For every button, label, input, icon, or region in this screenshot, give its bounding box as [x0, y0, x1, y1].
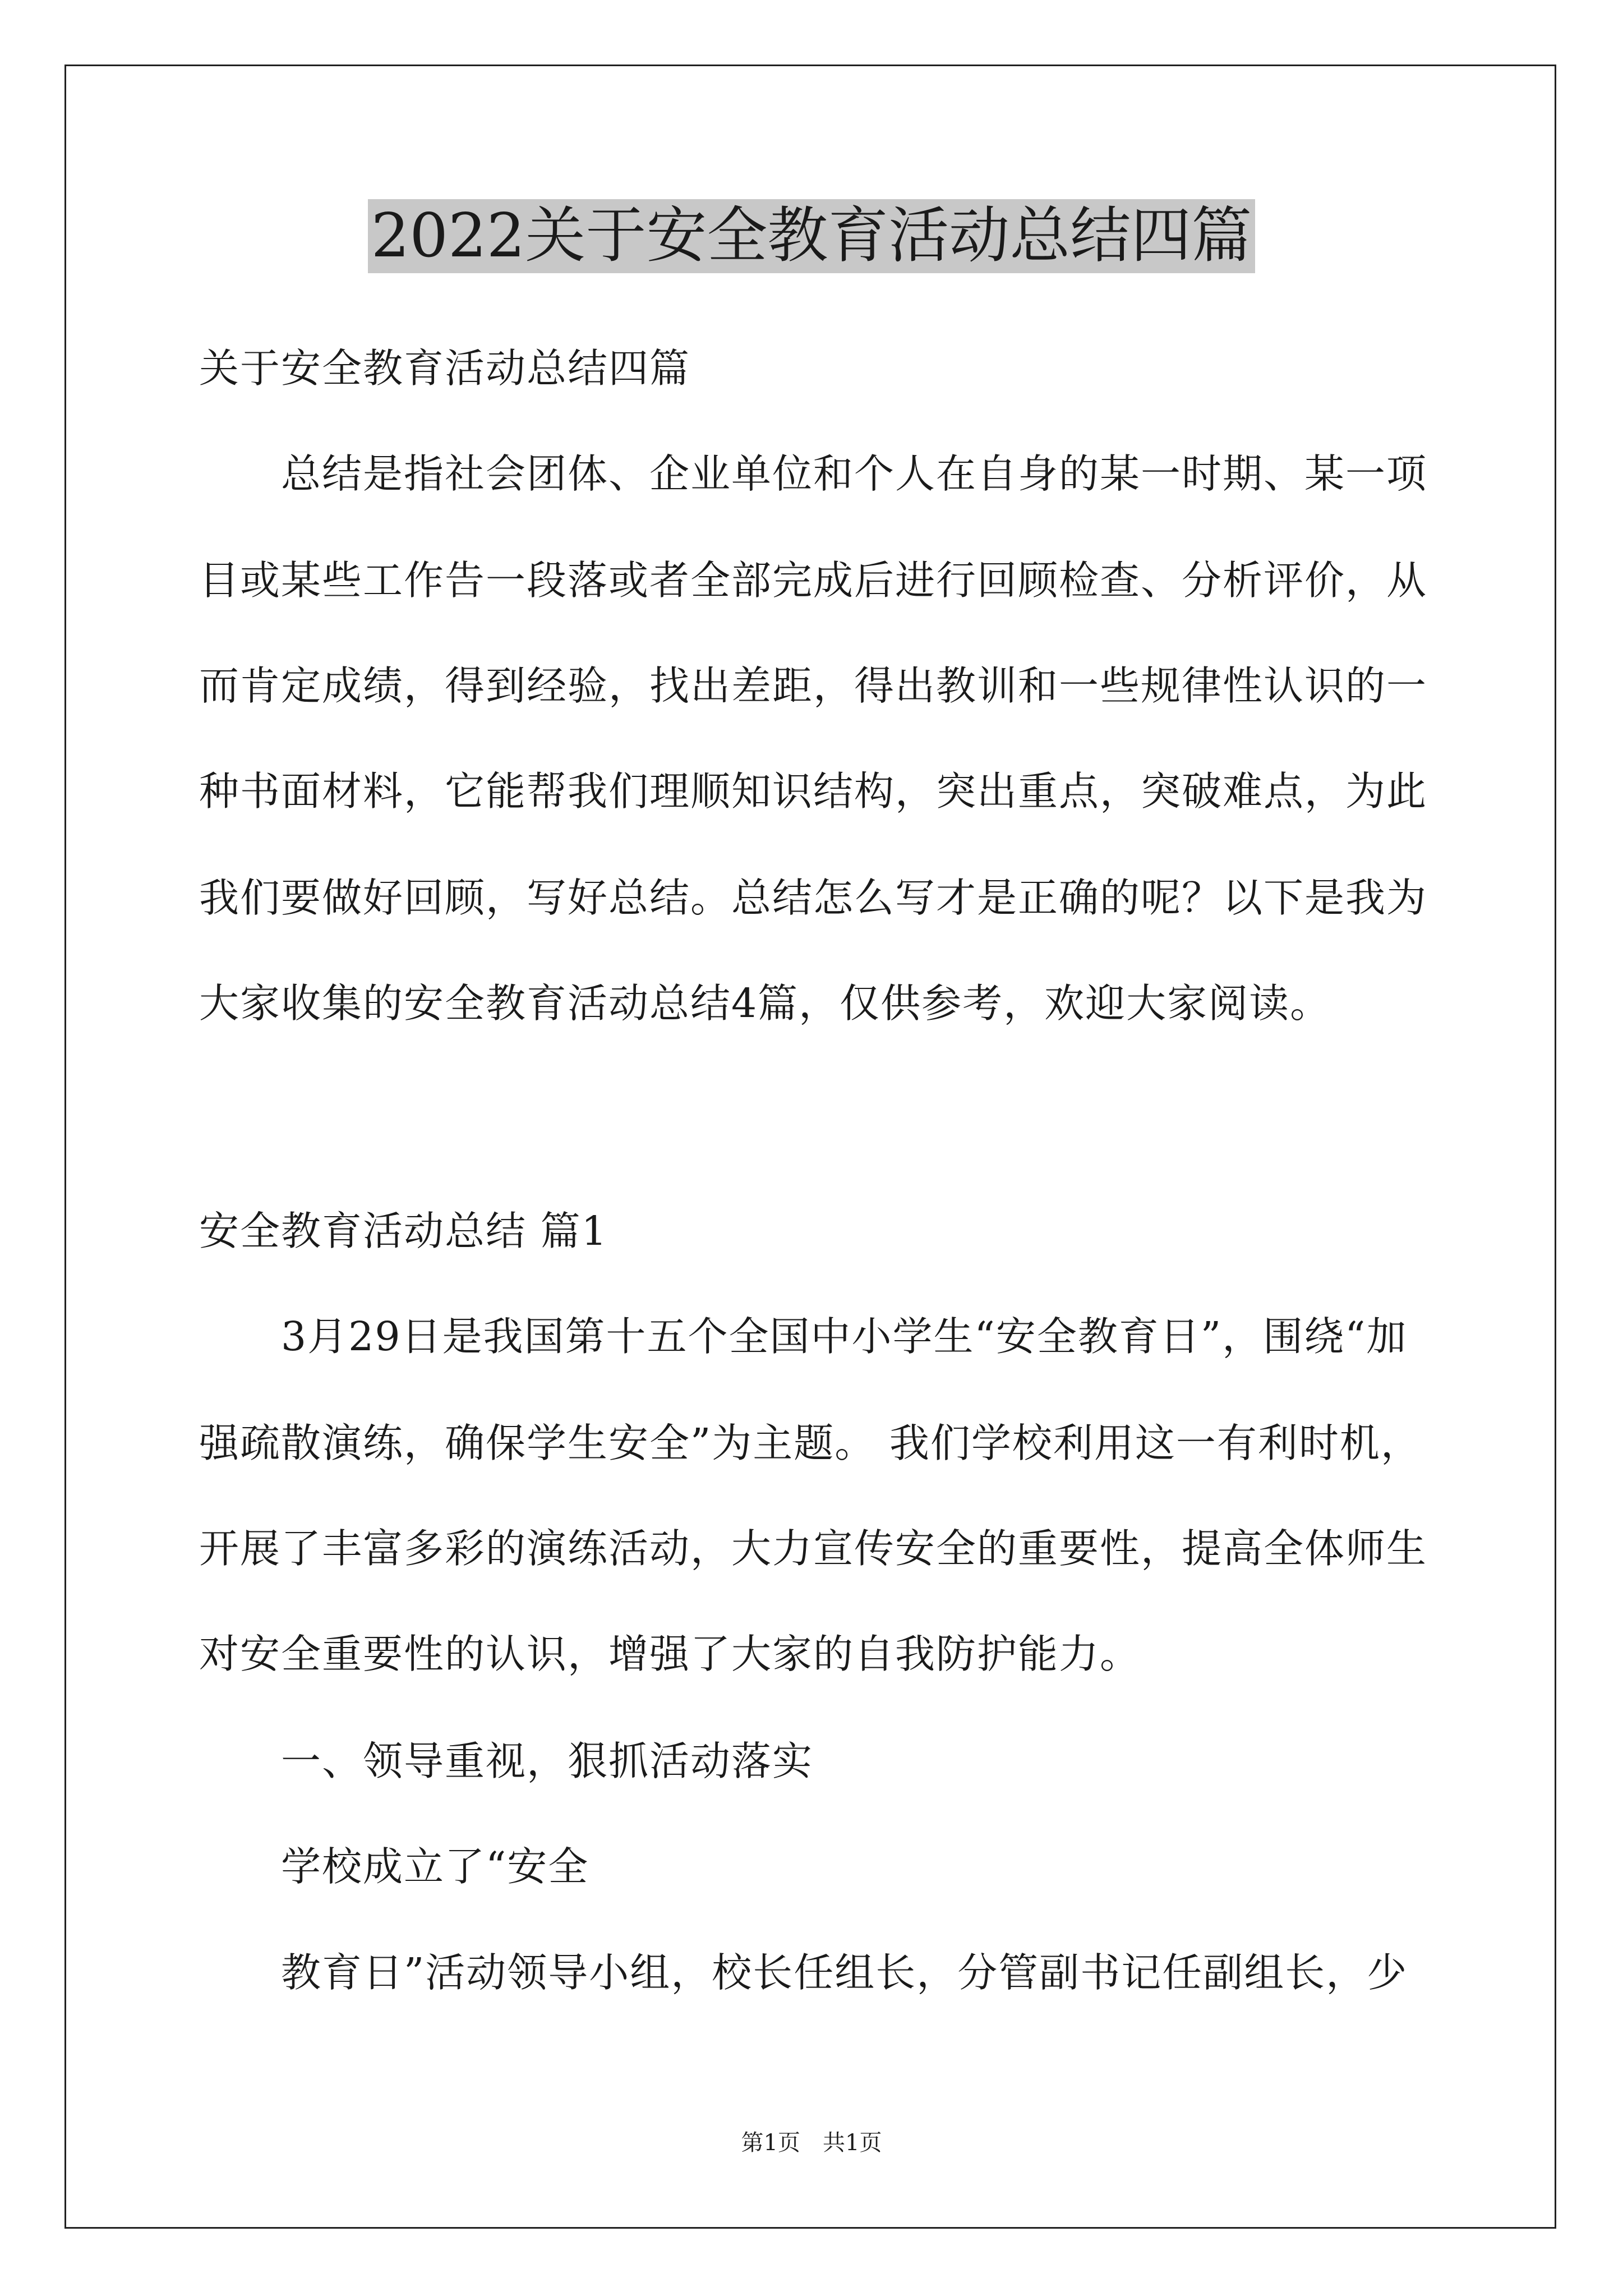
document-subtitle: 关于安全教育活动总结四篇 [199, 345, 691, 392]
point-line: 学校成立了“安全 [199, 1843, 589, 1890]
page-footer: 第1页 共1页 [741, 2130, 882, 2156]
intro-line: 种书面材料，它能帮我们理顺知识结构，突出重点，突破难点，为此 [199, 768, 1428, 815]
point-heading: 一、领导重视，狠抓活动落实 [199, 1738, 814, 1784]
title-container [0, 199, 1623, 273]
section-line: 3月29日是我国第十五个全国中小学生“安全教育日”，围绕“加 [199, 1313, 1408, 1360]
intro-line: 目或某些工作告一段落或者全部完成后进行回顾检查、分析评价，从 [199, 557, 1428, 604]
intro-line: 总结是指社会团体、企业单位和个人在自身的某一时期、某一项 [199, 450, 1428, 497]
section-line: 对安全重要性的认识，增强了大家的自我防护能力。 [199, 1631, 1141, 1677]
section-line: 开展了丰富多彩的演练活动，大力宣传安全的重要性，提高全体师生 [199, 1525, 1428, 1572]
document-title: 2022关于安全教育活动总结四篇 [368, 199, 1256, 273]
intro-line: 大家收集的安全教育活动总结4篇，仅供参考，欢迎大家阅读。 [199, 980, 1331, 1027]
intro-line: 而肯定成绩，得到经验，找出差距，得出教训和一些规律性认识的一 [199, 662, 1428, 709]
point-line: 教育日”活动领导小组，校长任组长，分管副书记任副组长，少 [199, 1949, 1408, 1996]
section-heading: 安全教育活动总结 篇1 [199, 1208, 608, 1254]
intro-line: 我们要做好回顾，写好总结。总结怎么写才是正确的呢？以下是我为 [199, 875, 1428, 921]
section-line: 强疏散演练，确保学生安全”为主题。 我们学校利用这一有利时机， [199, 1420, 1422, 1466]
